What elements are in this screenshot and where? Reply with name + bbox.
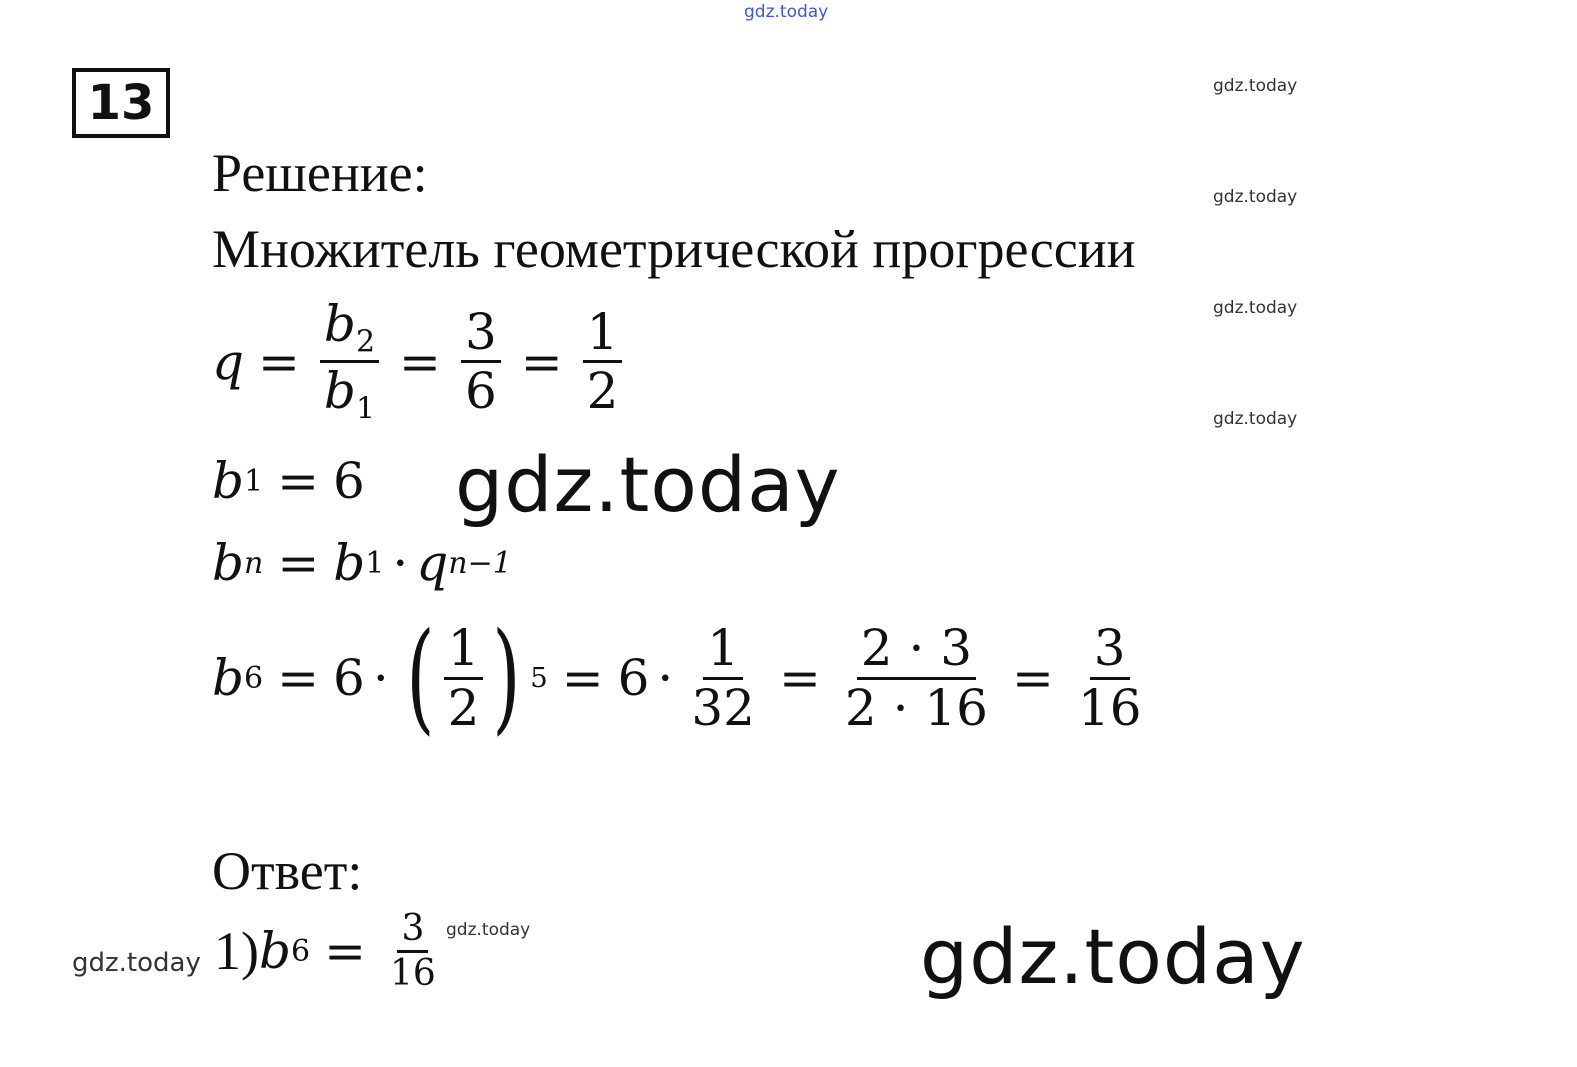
denominator: 2 bbox=[447, 678, 480, 737]
b-symbol: b bbox=[333, 534, 366, 592]
denominator: 16 bbox=[1077, 678, 1142, 737]
watermark-bottom-big: gdz.today bbox=[920, 912, 1306, 1001]
b6-equation bbox=[212, 608, 1152, 747]
watermark-top: gdz.today bbox=[744, 2, 829, 22]
numerator: 2 · 3 bbox=[857, 622, 976, 680]
dot-operator: · bbox=[392, 534, 409, 592]
answer-heading: Ответ: bbox=[212, 841, 363, 901]
watermark-bottom-left: gdz.today bbox=[72, 948, 201, 978]
problem-number: 13 bbox=[72, 68, 170, 138]
equals-sign: = bbox=[520, 332, 563, 391]
watermark-answer-small: gdz.today bbox=[446, 920, 531, 940]
exponent: 5 bbox=[530, 662, 548, 694]
ratio-equation bbox=[212, 295, 628, 427]
denominator: 2 bbox=[586, 362, 619, 420]
dot-operator: · bbox=[372, 649, 389, 707]
fraction-3-16 bbox=[1074, 619, 1146, 737]
b-symbol: b bbox=[212, 534, 245, 592]
numerator: 3 bbox=[397, 910, 428, 953]
watermark-right-1: gdz.today bbox=[1213, 76, 1298, 96]
fraction-3-6 bbox=[461, 302, 501, 420]
right-paren: ) bbox=[492, 608, 521, 747]
equals-sign: = bbox=[778, 649, 821, 707]
numerator: 1 bbox=[444, 622, 484, 680]
fraction-b2-b1 bbox=[320, 295, 379, 427]
b-symbol: b bbox=[258, 922, 291, 981]
subscript: 6 bbox=[244, 660, 264, 696]
q-symbol: q bbox=[212, 332, 245, 391]
equals-sign: = bbox=[399, 332, 441, 391]
value: 6 bbox=[333, 452, 365, 510]
fraction-1-2 bbox=[583, 302, 623, 420]
left-paren: ( bbox=[406, 608, 435, 747]
numerator: 1 bbox=[583, 306, 623, 364]
exponent: n−1 bbox=[448, 545, 512, 581]
q-symbol: q bbox=[416, 534, 449, 592]
fraction-1-2 bbox=[444, 619, 484, 737]
subscript: 2 bbox=[355, 324, 376, 360]
equals-sign: = bbox=[1011, 649, 1054, 707]
fraction-3-16 bbox=[386, 910, 440, 993]
dot-operator: · bbox=[657, 649, 674, 707]
bn-formula bbox=[212, 534, 512, 592]
equals-sign: = bbox=[561, 649, 604, 707]
fraction-1-32 bbox=[687, 619, 759, 737]
subscript: 1 bbox=[244, 463, 264, 499]
solution-heading: Решение: bbox=[212, 143, 428, 203]
subscript-n: n bbox=[244, 545, 264, 581]
equals-sign: = bbox=[277, 534, 320, 592]
equals-sign: = bbox=[277, 649, 320, 707]
watermark-right-2: gdz.today bbox=[1213, 187, 1298, 207]
b-symbol: b bbox=[212, 452, 245, 510]
denominator: 6 bbox=[464, 362, 497, 420]
equals-sign: = bbox=[324, 922, 366, 981]
value: 6 bbox=[333, 649, 365, 707]
b1-equation bbox=[212, 452, 365, 510]
b-symbol: b bbox=[323, 295, 356, 353]
subscript: 1 bbox=[355, 391, 376, 427]
value: 6 bbox=[617, 649, 650, 707]
denominator: 32 bbox=[691, 678, 755, 737]
numerator: 3 bbox=[1090, 622, 1130, 680]
watermark-middle-big: gdz.today bbox=[455, 440, 841, 529]
fraction-2x3-2x16 bbox=[841, 619, 992, 737]
numerator: 1 bbox=[703, 622, 743, 680]
equals-sign: = bbox=[258, 332, 300, 391]
answer-line bbox=[214, 910, 446, 993]
equals-sign: = bbox=[277, 452, 320, 510]
b-symbol: b bbox=[323, 362, 356, 420]
denominator: 16 bbox=[390, 952, 436, 994]
watermark-right-3: gdz.today bbox=[1213, 298, 1298, 318]
subscript: 1 bbox=[365, 545, 385, 581]
denominator: 2 · 16 bbox=[844, 678, 988, 737]
subscript: 6 bbox=[291, 933, 311, 969]
answer-prefix: 1) bbox=[214, 921, 259, 982]
b-symbol: b bbox=[212, 649, 245, 707]
ratio-label: Множитель геометрической прогрессии bbox=[212, 219, 1136, 279]
watermark-right-4: gdz.today bbox=[1213, 409, 1298, 429]
numerator: 3 bbox=[461, 306, 501, 364]
